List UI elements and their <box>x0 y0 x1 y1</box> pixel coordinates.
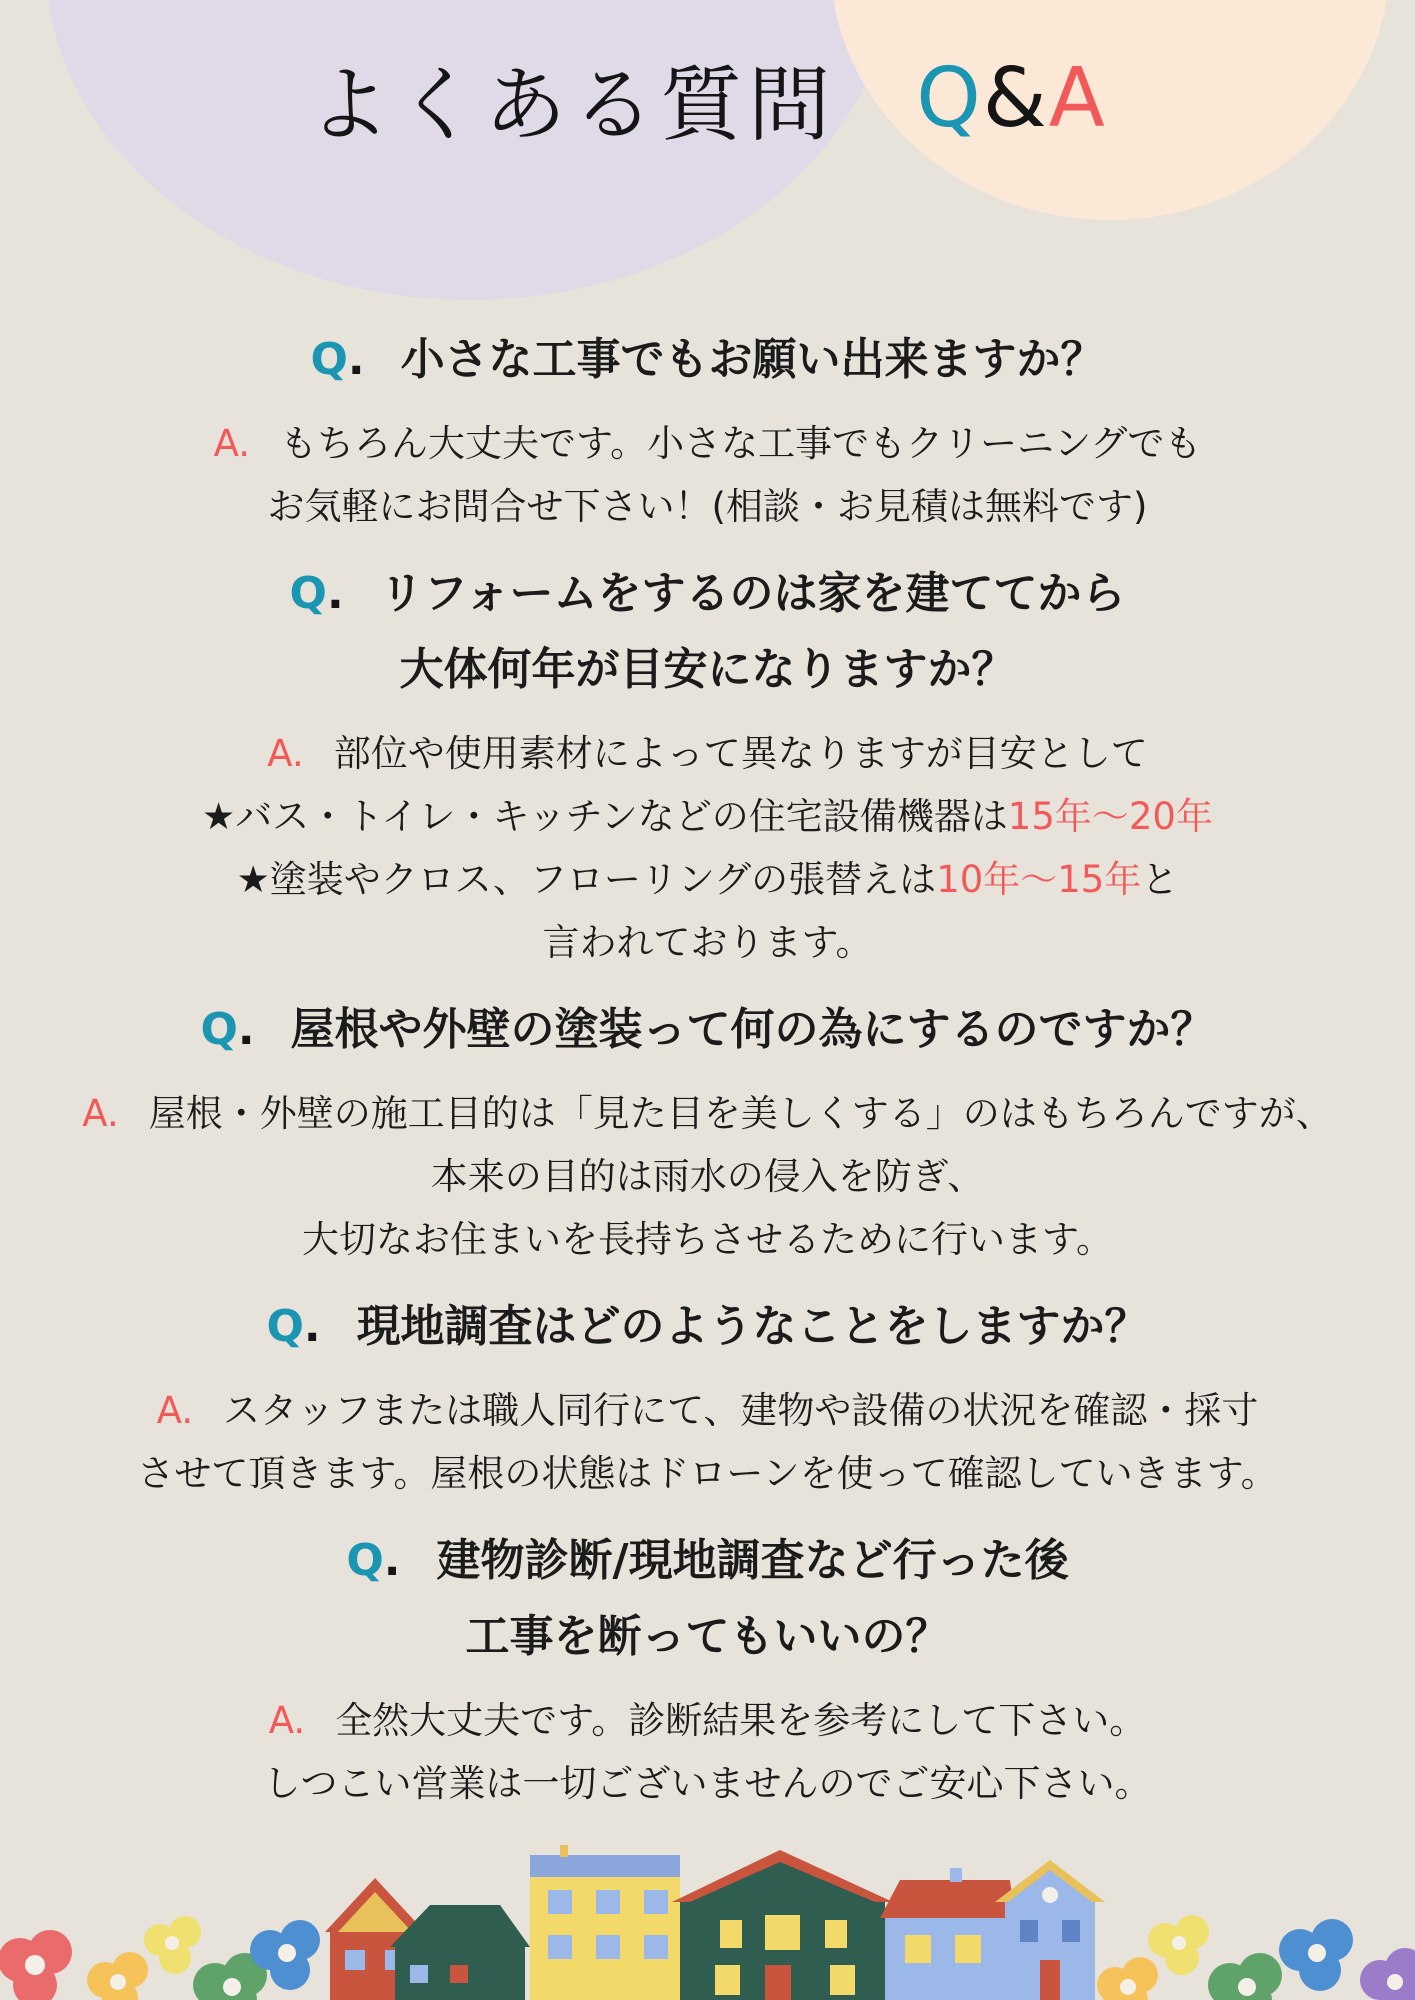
faq-answer-1 <box>214 412 1202 538</box>
question-text: リフォームをするのは家を建ててから <box>379 568 1126 619</box>
answer-text: させて頂きます。屋根の状態はドローンを使って確認していきます。 <box>137 1452 1278 1495</box>
a-label: A. <box>82 1092 119 1135</box>
flower-icon <box>87 1952 148 2000</box>
question-text: 屋根や外壁の塗装って何の為にするのですか？ <box>290 1004 1215 1055</box>
answer-text: スタッフまたは職人同行にて、建物や設備の状況を確認・採寸 <box>223 1389 1259 1432</box>
flower-icon <box>1360 1948 1415 2000</box>
answer-text: 大切なお住まいを長持ちさせるために行います。 <box>301 1218 1114 1261</box>
title-japanese: よくある質問 <box>308 58 837 153</box>
answer-text: 部位や使用素材によって異なりますが目安として <box>333 732 1148 775</box>
flower-icon <box>1097 1957 1158 2000</box>
faq-question-5 <box>346 1523 1068 1675</box>
house-icon <box>995 1860 1105 2000</box>
faq-question-1 <box>310 322 1104 398</box>
title-a-letter: A <box>1048 51 1107 146</box>
page-title <box>0 40 1415 157</box>
house-icon <box>530 1845 680 2000</box>
q-label: Q. <box>346 1535 401 1586</box>
faq-question-3 <box>200 992 1214 1068</box>
question-text: 建物診断/現地調査など行った後 <box>436 1535 1069 1586</box>
a-label: A. <box>267 732 304 775</box>
a-label: A. <box>213 422 251 465</box>
question-text: 工事を断ってもいいの？ <box>465 1611 950 1662</box>
q-label: Q. <box>310 334 365 385</box>
answer-text: しつこい営業は一切ございませんのでご安心下さい。 <box>263 1762 1152 1805</box>
answer-text: 屋根・外壁の施工目的は「見た目を美しくする」のはもちろんですが、 <box>148 1092 1333 1135</box>
flower-icon <box>144 1916 201 1974</box>
faq-question-2 <box>290 556 1126 708</box>
answer-text: もちろん大丈夫です。小さな工事でもクリーニングでも <box>280 422 1202 465</box>
answer-text: 全然大丈夫です。診断結果を参考にして下さい。 <box>335 1699 1147 1742</box>
q-label: Q. <box>289 568 344 619</box>
house-icon <box>880 1868 1015 2000</box>
title-qa-mark <box>916 51 1107 146</box>
answer-line-painting: ★塗装やクロス、フローリングの張替えは10年～15年と <box>236 858 1179 901</box>
flower-icon <box>1208 1953 1282 2000</box>
q-label: Q. <box>200 1004 255 1055</box>
question-text: 現地調査はどのようなことをしますか？ <box>356 1301 1149 1352</box>
answer-text: 言われております。 <box>542 921 873 964</box>
highlight-years: 15年～20年 <box>1007 795 1213 838</box>
highlight-years: 10年～15年 <box>936 858 1142 901</box>
faq-list <box>0 322 1415 1833</box>
house-icon <box>672 1850 893 2000</box>
answer-text: 本来の目的は雨水の侵入を防ぎ、 <box>430 1155 985 1198</box>
a-label: A. <box>268 1699 306 1742</box>
question-text: 小さな工事でもお願い出来ますか？ <box>400 334 1105 385</box>
flower-icon <box>0 1930 72 2000</box>
faq-answer-2 <box>202 722 1213 974</box>
faq-answer-5 <box>264 1689 1152 1815</box>
answer-text: お気軽にお問合せ下さい！(相談・お見積は無料です) <box>267 485 1148 528</box>
flower-icon <box>1279 1919 1353 1991</box>
houses-and-flowers-illustration <box>0 1840 1415 2000</box>
q-label: Q. <box>266 1301 321 1352</box>
question-text: 大体何年が目安になりますか？ <box>399 644 1016 695</box>
faq-answer-3 <box>82 1082 1332 1271</box>
title-q-letter: Q <box>916 51 983 146</box>
flower-icon <box>1148 1915 1209 1975</box>
answer-line-equipment: ★バス・トイレ・キッチンなどの住宅設備機器は15年～20年 <box>202 795 1213 838</box>
faq-question-4 <box>266 1289 1148 1365</box>
faq-answer-4 <box>137 1379 1277 1505</box>
title-ampersand: & <box>982 51 1049 146</box>
a-label: A. <box>156 1389 194 1432</box>
